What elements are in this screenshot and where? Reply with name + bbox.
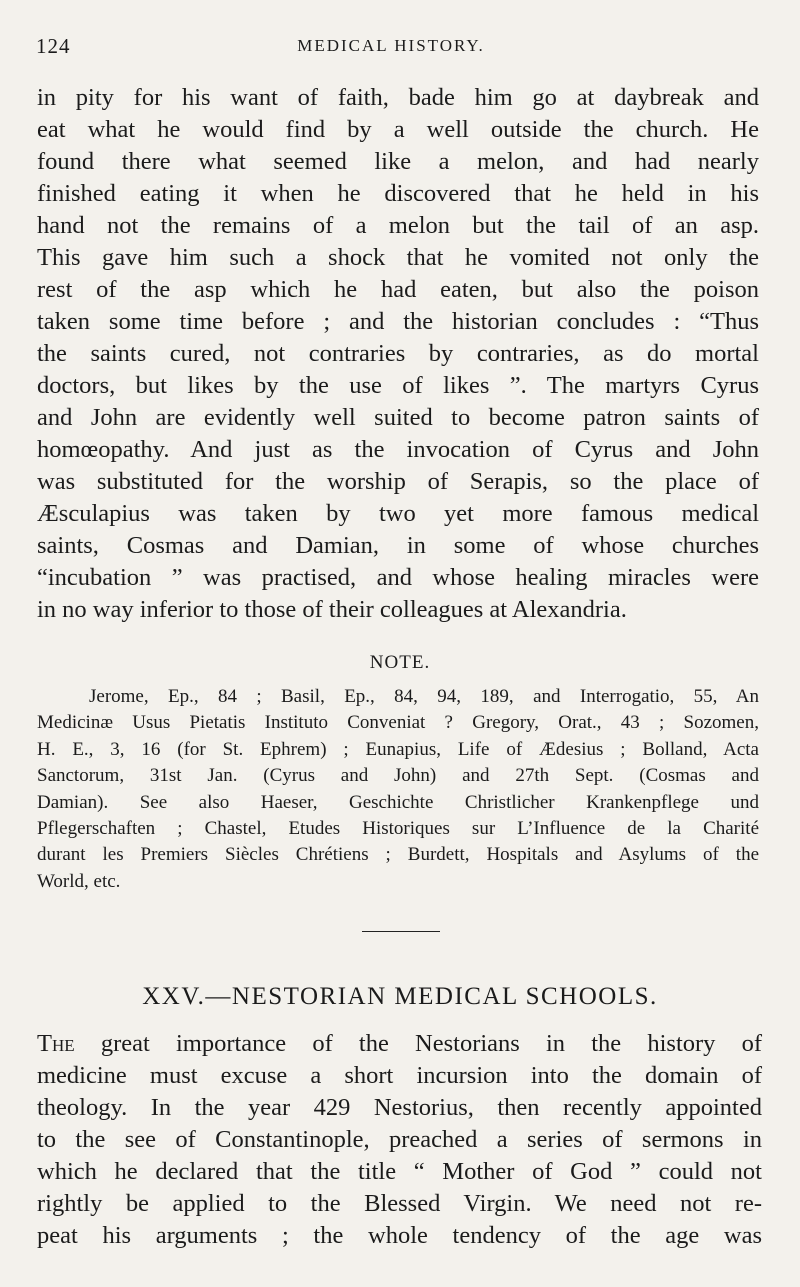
text-line: “incubation ” was practised, and whose healing miracles were [37,564,759,591]
text-line: was substituted for the worship of Serapis, so the place of [37,468,759,495]
text-line: in no way inferior to those of their colleagues at Alexandria. [37,596,627,623]
note-line: World, etc. [37,870,121,892]
text-line: eat what he would find by a well outside the church. He [37,116,759,143]
text-line: and John are evidently well suited to become patron saints of [37,404,759,431]
text-line: Æsculapius was taken by two yet more famous medical [37,500,759,527]
text-line: This gave him such a shock that he vomited not only the [37,244,759,271]
page-number: 124 [36,34,71,58]
text-line: homœopathy. And just as the invocation of Cyrus and John [37,436,759,463]
page-header [22,30,760,64]
text-line: the saints cured, not contraries by contraries, as do mortal [37,340,759,367]
text-line: saints, Cosmas and Damian, in some of whose churches [37,532,759,559]
section-divider [362,931,440,932]
text-line: rest of the asp which he had eaten, but also the poison [37,276,759,303]
text-line: rightly be applied to the Blessed Virgin. We need not re- [37,1190,762,1217]
body-paragraph [37,82,759,626]
note-line: durant les Premiers Siècles Chrétiens ; Burdett, Hospitals and Asylums of the [37,844,759,866]
text-line: in pity for his want of faith, bade him go at daybreak and [37,84,759,111]
section-paragraph [37,1028,762,1252]
text-line: theology. In the year 429 Nestorius, then recently appointed [37,1094,762,1121]
note-heading: NOTE. [369,652,431,673]
note-line: Damian). See also Haeser, Geschichte Christlicher Krankenpflege und [37,791,759,813]
note-line: Pflegerschaften ; Chastel, Etudes Historiques sur L’Influence de la Charité [37,818,759,840]
note-line: Jerome, Ep., 84 ; Basil, Ep., 84, 94, 189, and Interrogatio, 55, An [89,686,759,707]
text-line: doctors, but likes by the use of likes ”. The martyrs Cyrus [37,372,759,399]
text-line: to the see of Constantinople, preached a series of sermons in [37,1126,762,1153]
text-line: hand not the remains of a melon but the tail of an asp. [37,212,759,239]
text-line-rest: great importance of the Nestorians in the history of [74,1030,762,1057]
running-title: MEDICAL HISTORY. [297,36,485,55]
section-heading: XXV.—NESTORIAN MEDICAL SCHOOLS. [142,983,658,1010]
text-line: peat his arguments ; the whole tendency of the age was [37,1222,762,1249]
text-line: taken some time before ; and the historian concludes : “Thus [37,308,759,335]
note-line: Medicinæ Usus Pietatis Instituto Conveniat ? Gregory, Orat., 43 ; Sozomen, [37,712,759,734]
note-paragraph [37,684,759,895]
text-line: found there what seemed like a melon, and had nearly [37,148,759,175]
text-line [37,1028,762,1060]
text-line: which he declared that the title “ Mother of God ” could not [37,1158,762,1185]
note-line: H. E., 3, 16 (for St. Ephrem) ; Eunapius, Life of Ædesius ; Bolland, Acta [37,738,759,760]
note-line: Sanctorum, 31st Jan. (Cyrus and John) and 27th Sept. (Cosmas and [37,765,759,787]
text-line: finished eating it when he discovered that he held in his [37,180,759,207]
text-line: medicine must excuse a short incursion into the domain of [37,1062,762,1089]
drop-word: The [37,1030,75,1057]
